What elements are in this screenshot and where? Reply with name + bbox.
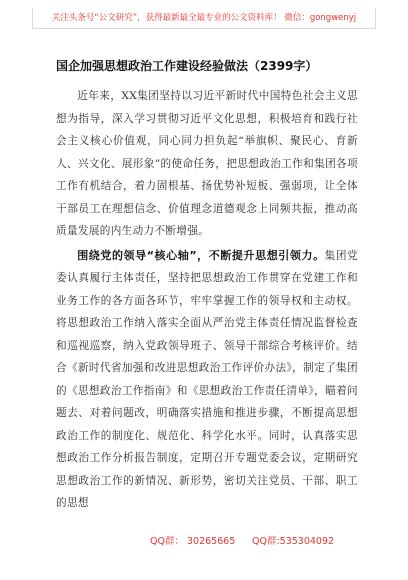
- document-title: 国企加强思想政治工作建设经验做法（2399字）: [56, 59, 318, 73]
- page-footer: [0, 533, 408, 549]
- paragraph-core-axis: [56, 245, 358, 515]
- paragraph-text: 近年来，XX集团坚持以习近平新时代中国特色社会主义思想为指导，深入学习贯彻习近平文化思想，积极培育和践行社会主义核心价值观，同心同力担负起“举旗帜、聚民心、育新人、兴文化、展形象”的使命任务，把思想政治工作和集团各项工作有机结合，着力固根基、扬优势补短板、强弱项，让全体干部员工在理想信念、价值理念道德观念上同频共振，推动高质量发展的内生动力不断增强。: [56, 90, 358, 237]
- footer-qq-group-1: QQ群： 30265665: [150, 536, 236, 547]
- footer-qq-group-2: QQ群:535304092: [252, 536, 335, 547]
- paragraph-text: 集团党委认真履行主体责任，坚持把思想政治工作贯穿在党建工作和业务工作的各方面各环节，牢牢掌握工作的领导权和主动权。将思想政治工作纳入落实全面从严治党主体责任情况监督检查和巡视巡察，纳入党政领导班子、领导干部综合考核评价。结合《新时代省加强和改进思想政治工作评价办法》，制定了集团的《思想政治工作指南》和《思想政治工作责任清单》，瞄着问题去、对着问题改，明确落实措施和推进步骤，不断提高思想政治工作的制度化、规范化、科学化水平。同时，认真落实思想政治工作分析报告制度，定期召开专题党委会议，定期研究思想政治工作的新情况、新形势，密切关注党员、干部、职工的思想: [56, 249, 358, 509]
- paragraph-intro: [56, 85, 358, 243]
- paragraph-lead: 围绕党的领导“核心轴”，不断提升思想引领力。: [77, 248, 325, 262]
- header-divider: [32, 28, 376, 29]
- top-banner: [32, 8, 376, 28]
- document-body: [56, 85, 358, 515]
- banner-text: 关注头条号“公文研究”，获得最新最全最专业的公文资料库！ 微信：gongwenyj: [51, 13, 357, 23]
